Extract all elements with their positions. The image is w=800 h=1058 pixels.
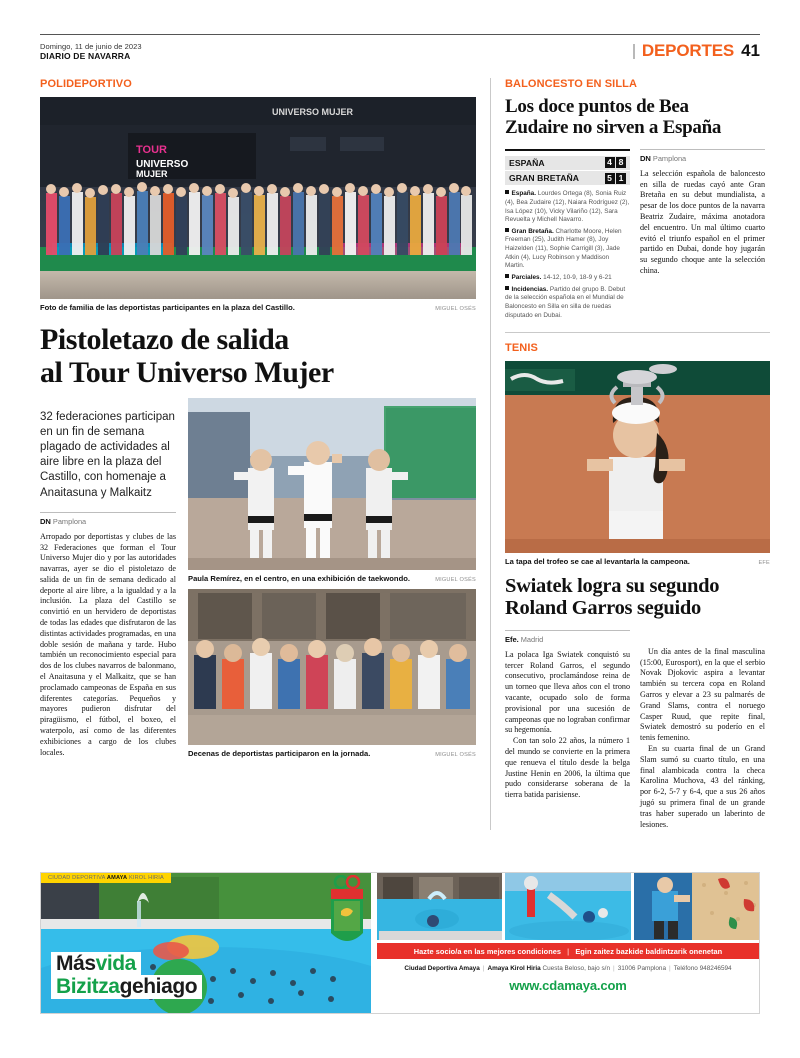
page-columns xyxy=(40,78,770,830)
kicker-tenis: TENIS xyxy=(505,342,538,355)
masthead xyxy=(40,34,760,62)
ad-cta-es: Hazte socio/a en las mejores condiciones xyxy=(413,946,562,956)
basketball-text-column xyxy=(640,149,765,323)
score-meta-item xyxy=(505,274,630,283)
score-meta-item xyxy=(505,228,630,271)
score-digit: 5 xyxy=(605,173,615,184)
main-headline-line1: Pistoletazo de salida xyxy=(40,323,289,357)
ad-tag xyxy=(41,873,171,883)
ad-claim-line2 xyxy=(51,975,202,999)
score-meta-label: Parciales. xyxy=(511,274,542,282)
tennis-paragraph: La polaca Iga Swiatek conquistó su tercer Roland Garros, el segundo consecutivo, proclamándose reina de un torneo que lleva años con el trono vacante, ocupado solo de forma provisional por una sucesión de campeonas que no lograban confirmar su hegemonía. xyxy=(505,649,630,735)
tennis-body-col2 xyxy=(640,630,765,831)
ad-claim xyxy=(51,952,202,999)
scorebox-wrap xyxy=(505,149,630,323)
tennis-body-column-1 xyxy=(505,650,630,801)
basketball-headline xyxy=(505,97,770,139)
ad-claim-line1 xyxy=(51,952,141,976)
byline-name: DN xyxy=(40,516,51,526)
ad-cta-banner[interactable] xyxy=(377,943,759,959)
photo-participants-caption: Decenas de deportistas participaron en la jornada. xyxy=(188,749,371,759)
basketball-byline-name: DN xyxy=(640,153,651,163)
ad-claim-vida: vida xyxy=(95,951,136,975)
svg-text:UNIVERSO: UNIVERSO xyxy=(136,159,189,170)
photo-swiatek-caption-row xyxy=(505,553,770,566)
ad-cta-separator: | xyxy=(567,946,570,956)
bullet-square-icon xyxy=(505,228,509,232)
page-number: 41 xyxy=(741,41,760,60)
photo-swiatek xyxy=(505,361,770,553)
ad-claim-mas: Más xyxy=(56,951,96,975)
ad-street: Cuesta Beloso, bajo s/n xyxy=(542,965,611,972)
score-meta-text: Charlotte Moore, Helen Freeman (25), Judith Hamer (8), Joy Haizelden (11), Sophie Carrigill (3), Jade Atkin (4), Lucy Robinson y Maddison Martin. xyxy=(505,227,622,270)
ad-tag-prefix: CIUDAD DEPORTIVA xyxy=(48,875,107,881)
tennis-body-column-2 xyxy=(640,647,765,831)
tennis-paragraph: En su cuarta final de un Grand Slam sumó su cuarto título, en una final alambicada contra la checa Karolina Muchova, 43 del ránking, por 6-2, 5-7 y 6-4, que a sus 26 años jugó su primera final de un grande tras haber superado un laberinto de lesiones. xyxy=(640,744,765,829)
score-meta-label: España. xyxy=(511,190,537,198)
tennis-headline-line1: Swiatek logra su segundo xyxy=(505,574,720,597)
ad-photo-strip xyxy=(377,873,759,940)
article-flow xyxy=(40,398,476,759)
score-digit: 4 xyxy=(605,157,615,168)
score-meta-label: Gran Bretaña. xyxy=(511,227,554,235)
publication-date: Domingo, 11 de junio de 2023 xyxy=(40,42,142,51)
advertisement[interactable] xyxy=(40,872,760,1014)
ad-name-es: Ciudad Deportiva Amaya xyxy=(404,965,480,972)
masthead-left xyxy=(40,42,142,62)
masthead-right xyxy=(633,41,760,62)
score-meta-item xyxy=(505,286,630,321)
tennis-byline xyxy=(505,630,630,644)
ad-hero-image xyxy=(41,873,371,1013)
score-team-name: GRAN BRETAÑA xyxy=(509,173,580,184)
tennis-paragraph: Un día antes de la final masculina (15:00, Eurosport), en la que el serbio Novak Djokovic aspira a levantar también su tercera copa en Roland Garros y elevar a 23 su palmarés de Grand Slams, contra el noruego Casper Ruud, que repite final, Swiatek demostró su poderío en el tenis femenino. xyxy=(640,646,765,743)
score-digit: 8 xyxy=(616,157,626,168)
lead-photo xyxy=(40,97,476,299)
ad-phone: Teléfono 948246594 xyxy=(673,965,732,972)
tennis-byline-name: Efe. xyxy=(505,634,519,644)
scorebox xyxy=(505,149,630,320)
photo-swiatek-caption: La tapa del trofeo se cae al levantarla la campeona. xyxy=(505,557,690,567)
basketball-headline-line1: Los doce puntos de Bea xyxy=(505,96,689,117)
basketball-byline xyxy=(640,149,765,163)
basketball-body-grid xyxy=(505,149,770,323)
photo-swiatek-credit: EFE xyxy=(758,560,770,567)
standfirst: 32 federaciones participan en un fin de semana plagado de actividades al aire libre en la plaza del Castillo, con homenaje a Anaitasuna y Malkaitz xyxy=(40,410,175,499)
svg-text:UNIVERSO MUJER: UNIVERSO MUJER xyxy=(272,107,354,117)
score-meta-item xyxy=(505,190,630,225)
tennis-body-grid xyxy=(505,630,770,831)
main-headline-line2: al Tour Universo Mujer xyxy=(40,355,334,389)
tennis-headline xyxy=(505,575,770,620)
ad-photo-pool-indoor xyxy=(377,873,502,940)
section-divider xyxy=(505,332,770,333)
bullet-square-icon xyxy=(505,274,509,278)
ad-tag-brand: AMAYA xyxy=(106,875,128,881)
score-meta-text: Partido del grupo B. Debut de la selección española en el Mundial de Baloncesto en Silla en silla de ruedas disputado en Dubai. xyxy=(505,285,626,319)
score-meta-text: 14-12, 10-9, 18-9 y 6-21 xyxy=(543,274,612,282)
right-column xyxy=(490,78,770,830)
photo-participants-credit: MIGUEL OSÉS xyxy=(435,752,476,759)
divider-icon xyxy=(633,44,635,59)
ad-address: Ciudad Deportiva Amaya | Amaya Kirol Hiria Cuesta Beloso, bajo s/n | 31006 Pamplona | Teléfono 948246594 xyxy=(404,965,732,972)
bullet-square-icon xyxy=(505,286,509,290)
score-meta-label: Incidencias. xyxy=(511,285,549,293)
svg-text:MUJER: MUJER xyxy=(136,169,168,179)
ad-photo-splash-park xyxy=(505,873,630,940)
ad-zip: 31006 Pamplona xyxy=(617,965,667,972)
score-row-granbretana xyxy=(505,171,630,185)
article-text-column xyxy=(40,398,176,759)
ad-name-eu: Amaya Kirol Hiria xyxy=(487,965,541,972)
byline xyxy=(40,512,176,526)
article-media-column xyxy=(188,398,476,759)
score-digit: 1 xyxy=(616,173,626,184)
basketball-byline-place: Pamplona xyxy=(652,153,687,163)
kicker-polideportivo: POLIDEPORTIVO xyxy=(40,78,132,90)
photo-taekwondo-caption: Paula Remírez, en el centro, en una exhibición de taekwondo. xyxy=(188,573,410,583)
photo-taekwondo-caption-row xyxy=(188,570,476,583)
score-meta-text: Lourdes Ortega (8), Sonia Ruiz (4), Bea Zudaire (12), Naiara Rodríguez (2), Isa López (10), Vicky Vilariño (12), Sara Revuelta y Michell Navarro. xyxy=(505,190,630,224)
photo-participants xyxy=(188,589,476,745)
ad-cta-eu: Egin zaitez bazkide baldintzarik onenetan xyxy=(575,946,723,956)
amaya-shield-logo-icon xyxy=(329,875,365,955)
kicker-baloncesto: BALONCESTO EN SILLA xyxy=(505,78,638,90)
score-digits xyxy=(605,173,627,184)
score-row-espana xyxy=(505,156,630,170)
score-team-name: ESPAÑA xyxy=(509,157,545,168)
ad-claim-gehiago: gehiago xyxy=(119,975,198,999)
ad-info-panel xyxy=(371,873,759,1013)
tennis-paragraph: Con tan solo 22 años, la número 1 del mundo se convierte en la primera que renueva el título desde la belga Justine Henin en 2006, la última que pudo considerarse soberana de la tierra batida parisiense. xyxy=(505,736,630,800)
lead-photo-caption-row xyxy=(40,299,476,312)
svg-text:TOUR: TOUR xyxy=(136,144,167,156)
byline-place: Pamplona xyxy=(52,516,87,526)
photo-participants-caption-row xyxy=(188,745,476,758)
ad-photo-climbing-wall xyxy=(634,873,759,940)
photo-taekwondo-credit: MIGUEL OSÉS xyxy=(435,576,476,583)
section-title: DEPORTES xyxy=(641,41,735,60)
tennis-byline-place: Madrid xyxy=(520,634,544,644)
publication-name: DIARIO DE NAVARRA xyxy=(40,51,131,62)
left-column xyxy=(40,78,490,830)
ad-tag-suffix: KIROL HIRIA xyxy=(127,875,164,881)
tennis-headline-line2: Roland Garros seguido xyxy=(505,597,701,620)
article-body: Arropado por deportistas y clubes de las 32 Federaciones que forman el Tour Universo Mujer dio y por las autoridades navarras, ayer se dio el pistoletazo de salida de un fin de semana dedicado al deporte al aire libre, a la igualdad y a la inclusión. La plaza del Castillo se convirtió en un hervidero de deportistas de todas las edades que disfrutaron de las distintas actividades programadas, en una doble sesión de mañana y tarde. Hubo también un reconocimiento especial para dos de los clubes navarros de balonmano, el Anaitasuna y el Malkaitz, que se han proclamado campeonas de España en sus diferentes categorías. Pequeños y mayores pudieron disfrutar del piragüismo, el fútbol, el boxeo, el waterpolo, así como de las diferentes exhibiciones a cargo de los clubes locales. xyxy=(40,531,176,757)
bullet-square-icon xyxy=(505,190,509,194)
lead-photo-credit: MIGUEL OSÉS xyxy=(435,306,476,312)
lead-photo-caption: Foto de familia de las deportistas participantes en la plaza del Castillo. xyxy=(40,303,295,312)
tennis-body-col1 xyxy=(505,630,630,831)
newspaper-page xyxy=(0,34,800,1058)
ad-website-url[interactable]: www.cdamaya.com xyxy=(509,978,627,993)
basketball-body: La selección española de baloncesto en silla de ruedas cayó ante Gran Bretaña en su debut mundialista, a pesar de los doce puntos de la navarra Beatriz Zudaire, máxima anotadora del encuentro. Un mal último cuarto evitó el triunfo español en el primer partido en Dubai, donde hoy jugarán su segundo choque ante la selección china. xyxy=(640,168,765,275)
score-meta xyxy=(505,190,630,320)
basketball-headline-line2: Zudaire no sirven a España xyxy=(505,116,722,138)
score-digits xyxy=(605,157,627,168)
photo-taekwondo xyxy=(188,398,476,570)
main-headline xyxy=(40,324,476,388)
ad-claim-bizitza: Bizitza xyxy=(56,975,120,999)
